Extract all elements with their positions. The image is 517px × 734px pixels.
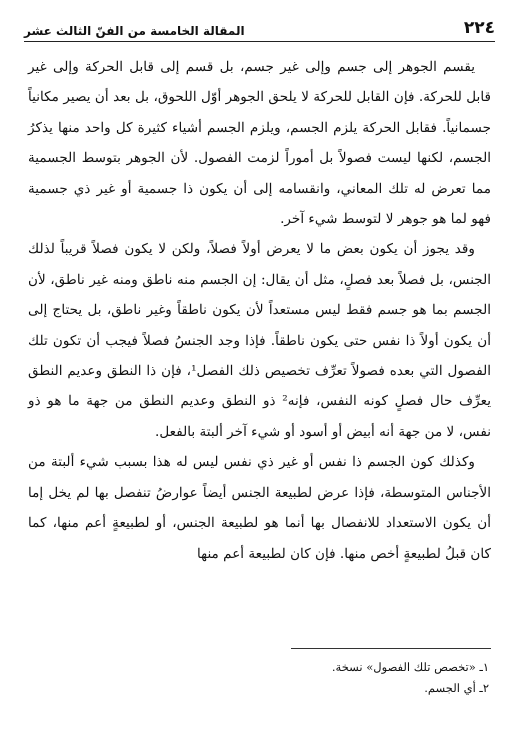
footnote: ١ـ «تخصص تلك الفصول» نسخة. <box>331 660 489 674</box>
paragraph: وقد يجوز أن يكون بعض ما لا يعرض أولاً فصلاً، ولكن لا يكون فصلاً قريباً لذلك الجنس، بل فصلاً بعد فصلٍ، مثل أن يقال: إن الجسم منه ناطق ومنه غير ناطق، لأن الجسم بما هو جسم فقط ليس مستعداً لأن يكون ناطقاً وغير ناطق، بل يحتاج إلى أن يكون أولاً ذا نفس حتى يكون ناطقاً. فإذا وجد الجنسُ فصلاً فيجب أن تكون تلك الفصول التي بعده فصولاً تعرِّف تخصيص ذلك الفصل¹، فإن ذا النطق وعديم النطق يعرِّف حال فصلٍ كونه النفس، فإنه² ذو النطق وعديم النطق من جهة ما هو ذو نفس، لا من جهة أنه أبيض أو أسود أو شيء آخر ألبتة بالفعل. <box>28 241 491 440</box>
footnote: ٢ـ أي الجسم. <box>424 681 489 695</box>
paragraph: وكذلك كون الجسم ذا نفس أو غير ذي نفس ليس له هذا بسبب شيء ألبتة من الأجناس المتوسطة، فإذا عرض لطبيعة الجنس أيضاً عوارضُ تنفصل بها لم يخل إما أن يكون الاستعداد للانفصال بها أنما هو لطبيعة الجنس، أو لطبيعةٍ أعم منها، كما كان قبلُ لطبيعةٍ أخص منها. فإن كان لطبيعة أعم منها <box>28 454 491 562</box>
main-text <box>28 52 491 569</box>
page-number: ٢٢٤ <box>463 18 495 38</box>
running-header <box>24 10 495 42</box>
footnotes <box>28 657 489 699</box>
chapter-title: المقالة الخامسة من الفنّ الثالث عشر <box>24 24 245 38</box>
paragraph: يقسم الجوهر إلى جسم وإلى غير جسم، بل قسم إلى قابل الحركة وإلى غير قابل للحركة. فإن القابل للحركة لا يلحق الجوهر أوّل اللحوق، بل بعد أن يصير مكانياً جسمانياً. فقابل الحركة يلزم الجسم، ويلزم الجسم أشياء كثيرة كل واحد منها يذكرُ الجسم، لكنها ليست فصولاً بل أموراً لزمت الفصول. لأن الجوهر بتوسط الجسمية مما تعرض له تلك المعاني، وانقسامه إلى أن يكون ذا جسمية أو غير ذي جسمية فهو لما هو جوهر لا لتوسط شيء آخر. <box>28 59 491 228</box>
footnote-separator <box>291 648 491 649</box>
